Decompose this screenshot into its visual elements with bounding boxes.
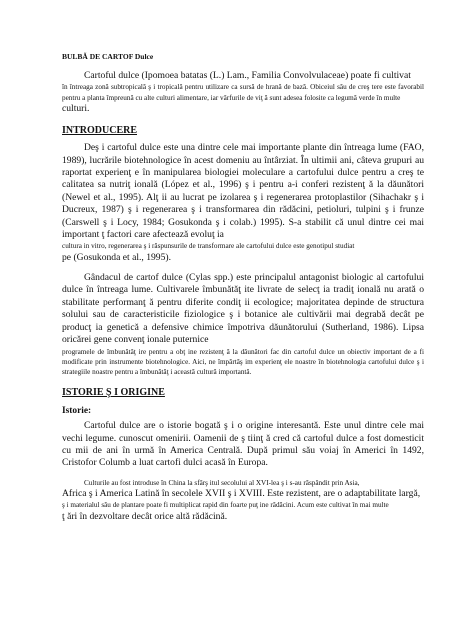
paragraph-1-small: cultura in vitro, regenerarea ş i răspunsurile de transformare ale cartofului dulce este genotipul studiat [62, 242, 355, 251]
paragraph-1: Deş i cartoful dulce este una dintre cele mai importante plante din întreaga lume (FAO, 1989), lucrările biotehnologice în acest domeniu au întârziat. În ultimii ani, câteva grupuri au raportat experienţ e în manipularea biologiei moleculare a cartofului dulce pentru a creş te calitatea sa nutriţ ională (López et al., 1996) ş i pentru a-i conferi rezistenţ ă la dăunători (Newel et al., 1995). Alţ ii au lucrat pe izolarea ş i regenerarea protoplastilor (Sihachakr ş i Ducreux, 1987) ş i regenerarea ş i transformarea din rădăcini, petioluri, tulpini ş i frunze (Carswell ş i Locy, 1984; Gosukonda ş i colab.) 1995). S-a stabilit că unul dintre cei mai important ţ factori care afectează evoluţ ia [62, 142, 424, 241]
intro-paragraph-tail: culturi. [62, 102, 90, 114]
paragraph-4-small-2: ş i materialul său de plantare poate fi multiplicat rapid din foarte puţ ine rădăcini. Acum este cultivat în mai multe [62, 501, 389, 510]
paragraph-2-small: programele de îmbunătăţ ire pentru a obţ ine rezistenţ ă la dăunători fac din cartoful dulce un obiectiv important de a fi modificate prin instrumente biotehnologice. Aici, ne împărtăş im experienţ ele noastre în biotehnologia cartofului dulce ş i strategiile noastre pentru a îmbunătăţ i această cultură importantă. [62, 347, 424, 376]
intro-paragraph: Cartoful dulce (Ipomoea batatas (L.) Lam., Familia Convolvulaceae) poate fi cultivat [84, 70, 411, 81]
paragraph-4-tail: ţ ări în dezvoltare decât orice altă rădăcină. [62, 510, 228, 522]
heading-introducere: INTRODUCERE [62, 125, 138, 137]
intro-paragraph-small: în întreaga zonă subtropicală ş i tropicală pentru utilizare ca sursă de hrană de bază. Obiceiul său de creş tere este favorabil pentru a planta împreună cu alte culturi alimentare, iar vârfurile de viţ ă sunt adesea folosite ca legumă verde în multe [62, 83, 424, 102]
subheading-istorie: Istorie: [62, 406, 92, 417]
paragraph-4-small-1: Culturile au fost introduse în China la sfârş itul secolului al XVI-lea ş i s-au răspândit prin Asia, [84, 478, 360, 487]
paragraph-1-tail: pe (Gosukonda et al., 1995). [62, 251, 171, 263]
paragraph-4-large: Africa ş i America Latină în secolele XVII ş i XVIII. Este rezistent, are o adaptabilitate largă, [62, 487, 421, 499]
paragraph-2: Gândacul de cartof dulce (Cylas spp.) este principalul antagonist biologic al cartofului dulce în întreaga lume. Cultivarele îmbunătăţ ite livrate de selecţ ia tradiţ ională nu arată o stabilitate performanţ ă pentru diferite condiţ ii ecologice; majoritatea depinde de structura solului sau de caracteristicile fiziologice ş i botanice ale cultivării mai degrabă decât pe producţ ia genetică a defensive chimice împotriva dăunătorului (Sutherland, 1986). Lipsa oricărei gene convenţ ionale puternice [62, 272, 424, 346]
document-title: BULBĂ DE CARTOF Dulce [62, 52, 154, 61]
heading-istorie-si-origine: ISTORIE Ş I ORIGINE [62, 387, 165, 399]
paragraph-3: Cartoful dulce are o istorie bogată ş i o origine interesantă. Este unul dintre cele mai vechi legume. cunoscut omenirii. Oamenii de ş tiinţ ă cred că cartoful dulce a fost domesticit cu mii de ani în urmă în America Centrală. După primul său voiaj în Americi în 1492, Cristofor Columb a luat cartofi dulci acasă în Europa. [62, 420, 424, 469]
